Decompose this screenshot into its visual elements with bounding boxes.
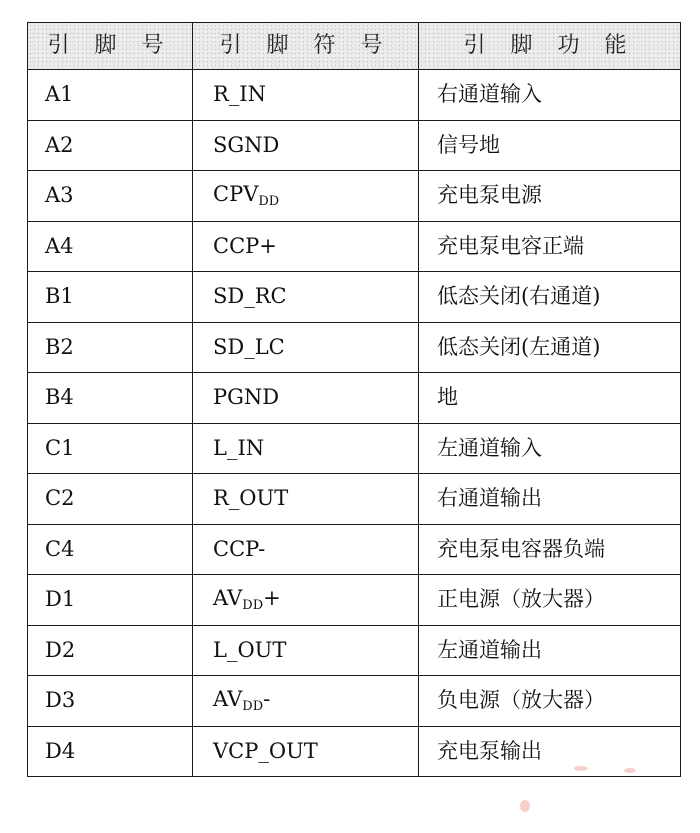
pin-function-cell: 充电泵电容器负端 [419,524,681,575]
pin-number-cell: D4 [28,726,193,777]
pin-number-cell: A1 [28,70,193,121]
pin-symbol-subscript: DD [242,597,264,613]
header-row [28,23,681,70]
pin-symbol-cell [193,524,419,575]
table-row [28,373,681,424]
pin-function-cell: 充电泵输出 [419,726,681,777]
pin-symbol-cell [193,272,419,323]
pin-symbol-cell [193,322,419,373]
pin-function-cell: 充电泵电源 [419,171,681,222]
table-row [28,474,681,525]
pin-symbol-cell [193,474,419,525]
pin-symbol-text: PGND [213,385,280,410]
scan-artifact [520,800,530,812]
table-row [28,171,681,222]
table-row [28,322,681,373]
pin-table-sheet [27,22,680,777]
pin-function-cell: 低态关闭(左通道) [419,322,681,373]
pin-number-cell: D3 [28,676,193,727]
table-body [28,70,681,777]
pin-symbol-cell [193,726,419,777]
pin-symbol-cell [193,676,419,727]
pin-number-cell: B2 [28,322,193,373]
pin-symbol-text: CCP+ [213,233,277,258]
pin-number-cell: B4 [28,373,193,424]
pin-symbol-cell [193,171,419,222]
header-pin-function: 引 脚 功 能 [419,23,681,70]
pin-number-cell: A2 [28,120,193,171]
header-pin-number: 引 脚 号 [28,23,193,70]
pin-symbol-subscript: DD [258,193,280,209]
pin-symbol-cell [193,575,419,626]
pin-symbol-suffix: - [263,686,271,711]
table-row [28,272,681,323]
pin-symbol-text: L_OUT [213,637,287,662]
pin-symbol-text: L_IN [213,435,265,460]
table-row [28,221,681,272]
table-row [28,524,681,575]
header-pin-symbol: 引 脚 符 号 [193,23,419,70]
pin-function-cell: 正电源（放大器） [419,575,681,626]
pin-symbol-cell [193,423,419,474]
pin-symbol-text: AV [213,585,243,610]
pin-number-cell: C4 [28,524,193,575]
pin-symbol-text: CCP- [213,536,266,561]
pin-symbol-text: SD_LC [213,334,285,359]
table-row [28,676,681,727]
pin-function-cell: 充电泵电容正端 [419,221,681,272]
pin-function-cell: 左通道输入 [419,423,681,474]
pin-symbol-text: SD_RC [213,284,287,309]
pin-symbol-suffix: + [263,585,281,610]
pin-symbol-subscript: DD [242,698,264,714]
table-row [28,625,681,676]
pin-function-cell: 右通道输入 [419,70,681,121]
table-row [28,575,681,626]
pin-symbol-cell [193,221,419,272]
pin-number-cell: D2 [28,625,193,676]
pin-function-cell: 负电源（放大器） [419,676,681,727]
pin-symbol-cell [193,625,419,676]
pin-number-cell: A3 [28,171,193,222]
scan-artifact [574,766,588,771]
pin-symbol-text: VCP_OUT [213,738,318,763]
pin-symbol-text: CPV [213,181,259,206]
pin-function-cell: 信号地 [419,120,681,171]
table-row [28,120,681,171]
table-row [28,423,681,474]
pin-symbol-cell [193,70,419,121]
pin-symbol-text: SGND [213,132,280,157]
pin-function-cell: 右通道输出 [419,474,681,525]
pin-number-cell: C1 [28,423,193,474]
pin-number-cell: C2 [28,474,193,525]
pin-symbol-cell [193,373,419,424]
pin-symbol-text: R_IN [213,82,266,107]
pin-symbol-text: R_OUT [213,486,289,511]
pin-function-table [27,22,681,777]
table-row [28,70,681,121]
table-header [28,23,681,70]
pin-number-cell: D1 [28,575,193,626]
pin-number-cell: B1 [28,272,193,323]
pin-function-cell: 左通道输出 [419,625,681,676]
pin-symbol-text: AV [213,686,243,711]
pin-symbol-cell [193,120,419,171]
pin-number-cell: A4 [28,221,193,272]
scan-artifact [624,768,636,773]
pin-function-cell: 地 [419,373,681,424]
pin-function-cell: 低态关闭(右通道) [419,272,681,323]
